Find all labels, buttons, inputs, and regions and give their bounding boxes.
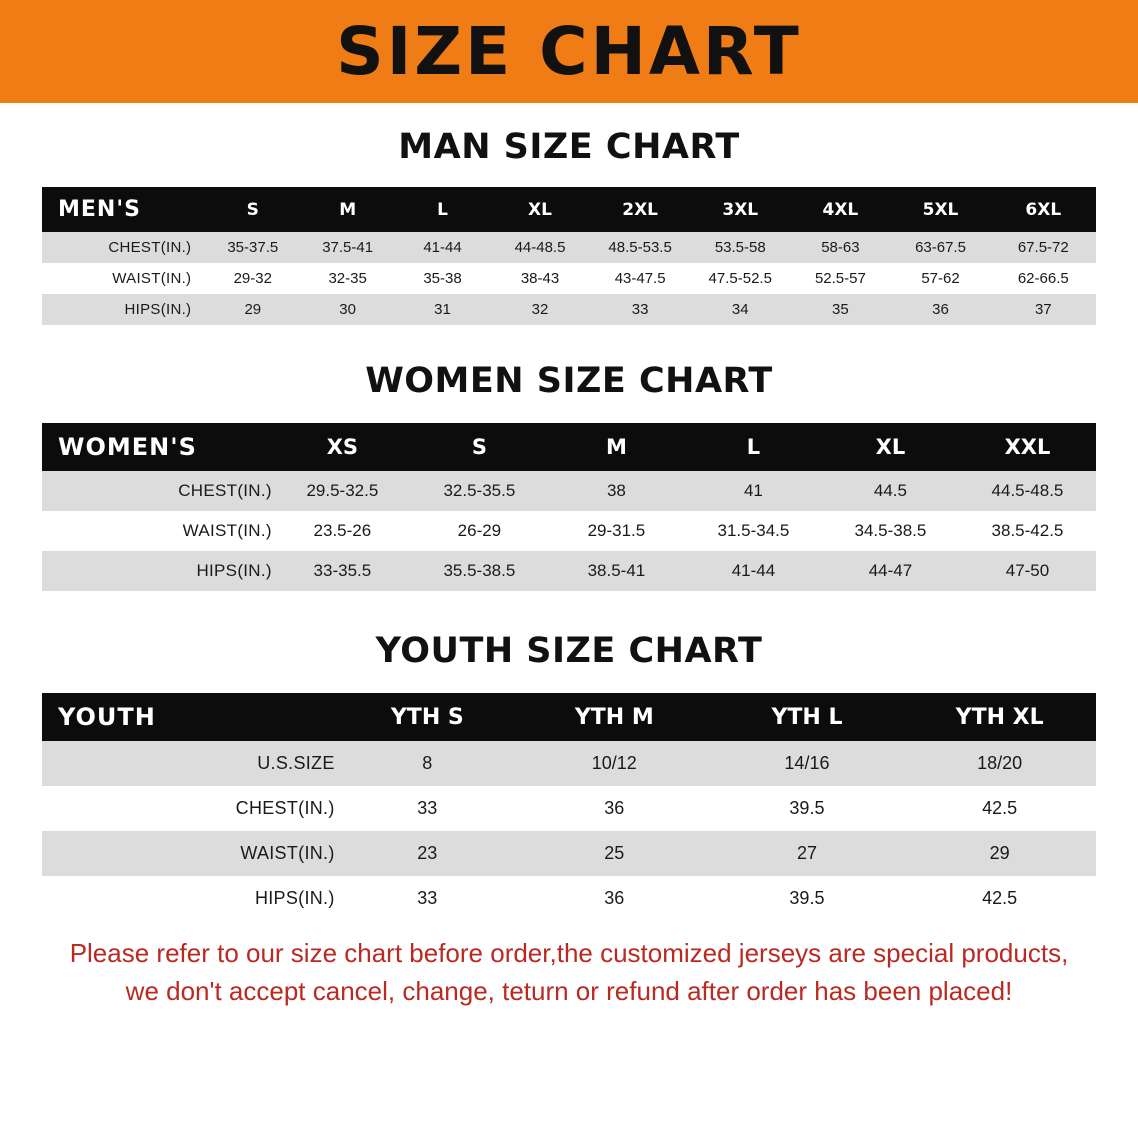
cell: 10/12 [518, 741, 711, 786]
youth-size-table [42, 693, 1096, 921]
women-table-wrapper [0, 423, 1138, 591]
cell: 42.5 [903, 786, 1096, 831]
men-header-3xl: 3XL [690, 187, 790, 232]
cell: 44-47 [822, 551, 959, 591]
women-header-xxl: XXL [959, 423, 1096, 471]
men-table-body [42, 232, 1096, 325]
cell: 31.5-34.5 [685, 511, 822, 551]
row-label-waist: WAIST(IN.) [42, 831, 337, 876]
cell: 25 [518, 831, 711, 876]
men-header-5xl: 5XL [890, 187, 990, 232]
cell: 58-63 [790, 232, 890, 263]
row-label-chest: CHEST(IN.) [42, 786, 337, 831]
cell: 35-38 [395, 263, 490, 294]
man-section-title: MAN SIZE CHART [398, 127, 740, 167]
men-header-l: L [395, 187, 490, 232]
cell: 29-32 [205, 263, 300, 294]
cell: 29-31.5 [548, 511, 685, 551]
cell: 33 [337, 786, 518, 831]
table-row [42, 551, 1096, 591]
women-header-label: WOMEN'S [42, 423, 274, 471]
cell: 29 [205, 294, 300, 325]
cell: 33-35.5 [274, 551, 411, 591]
cell: 32.5-35.5 [411, 471, 548, 511]
men-header-label: MEN'S [42, 187, 205, 232]
cell: 34.5-38.5 [822, 511, 959, 551]
cell: 57-62 [890, 263, 990, 294]
man-table-wrapper [0, 187, 1138, 325]
cell: 41 [685, 471, 822, 511]
women-section-title: WOMEN SIZE CHART [365, 361, 773, 401]
row-label-chest: CHEST(IN.) [42, 232, 205, 263]
cell: 29.5-32.5 [274, 471, 411, 511]
banner [0, 0, 1138, 103]
table-row [42, 786, 1096, 831]
cell: 41-44 [395, 232, 490, 263]
youth-table-body [42, 741, 1096, 921]
men-size-table [42, 187, 1096, 325]
cell: 44.5-48.5 [959, 471, 1096, 511]
cell: 37.5-41 [300, 232, 395, 263]
cell: 39.5 [711, 876, 904, 921]
cell: 36 [890, 294, 990, 325]
cell: 47-50 [959, 551, 1096, 591]
table-row [42, 232, 1096, 263]
cell: 8 [337, 741, 518, 786]
table-row [42, 511, 1096, 551]
row-label-waist: WAIST(IN.) [42, 263, 205, 294]
women-table-head [42, 423, 1096, 471]
cell: 31 [395, 294, 490, 325]
table-row [42, 294, 1096, 325]
cell: 52.5-57 [790, 263, 890, 294]
row-label-hips: HIPS(IN.) [42, 551, 274, 591]
cell: 36 [518, 786, 711, 831]
women-header-s: S [411, 423, 548, 471]
cell: 33 [590, 294, 690, 325]
table-header-row [42, 187, 1096, 232]
cell: 38.5-41 [548, 551, 685, 591]
cell: 34 [690, 294, 790, 325]
cell: 32 [490, 294, 590, 325]
women-header-xl: XL [822, 423, 959, 471]
cell: 26-29 [411, 511, 548, 551]
youth-header-label: YOUTH [42, 693, 337, 741]
table-row [42, 471, 1096, 511]
cell: 48.5-53.5 [590, 232, 690, 263]
table-row [42, 263, 1096, 294]
cell: 42.5 [903, 876, 1096, 921]
table-row [42, 741, 1096, 786]
youth-table-wrapper [0, 693, 1138, 921]
cell: 62-66.5 [991, 263, 1096, 294]
youth-header-ythxl: YTH XL [903, 693, 1096, 741]
cell: 35-37.5 [205, 232, 300, 263]
cell: 44-48.5 [490, 232, 590, 263]
cell: 39.5 [711, 786, 904, 831]
table-row [42, 876, 1096, 921]
row-label-chest: CHEST(IN.) [42, 471, 274, 511]
table-row [42, 831, 1096, 876]
cell: 35.5-38.5 [411, 551, 548, 591]
cell: 18/20 [903, 741, 1096, 786]
cell: 38 [548, 471, 685, 511]
table-header-row [42, 423, 1096, 471]
table-header-row [42, 693, 1096, 741]
cell: 23 [337, 831, 518, 876]
cell: 41-44 [685, 551, 822, 591]
note-line-1: Please refer to our size chart before order,the customized jerseys are special products, [69, 938, 1069, 968]
women-header-xs: XS [274, 423, 411, 471]
men-header-s: S [205, 187, 300, 232]
women-header-l: L [685, 423, 822, 471]
youth-header-ythm: YTH M [518, 693, 711, 741]
youth-section-title: YOUTH SIZE CHART [375, 631, 763, 671]
men-header-m: M [300, 187, 395, 232]
cell: 38-43 [490, 263, 590, 294]
row-label-hips: HIPS(IN.) [42, 876, 337, 921]
youth-header-yths: YTH S [337, 693, 518, 741]
cell: 53.5-58 [690, 232, 790, 263]
men-header-4xl: 4XL [790, 187, 890, 232]
cell: 30 [300, 294, 395, 325]
cell: 47.5-52.5 [690, 263, 790, 294]
cell: 33 [337, 876, 518, 921]
cell: 14/16 [711, 741, 904, 786]
cell: 67.5-72 [991, 232, 1096, 263]
women-header-m: M [548, 423, 685, 471]
men-header-xl: XL [490, 187, 590, 232]
youth-header-ythl: YTH L [711, 693, 904, 741]
row-label-hips: HIPS(IN.) [42, 294, 205, 325]
row-label-waist: WAIST(IN.) [42, 511, 274, 551]
women-table-body [42, 471, 1096, 591]
cell: 37 [991, 294, 1096, 325]
men-header-6xl: 6XL [991, 187, 1096, 232]
men-table-head [42, 187, 1096, 232]
men-header-2xl: 2XL [590, 187, 690, 232]
women-size-table [42, 423, 1096, 591]
cell: 27 [711, 831, 904, 876]
cell: 44.5 [822, 471, 959, 511]
cell: 23.5-26 [274, 511, 411, 551]
cell: 43-47.5 [590, 263, 690, 294]
row-label-us-size: U.S.SIZE [42, 741, 337, 786]
cell: 38.5-42.5 [959, 511, 1096, 551]
cell: 29 [903, 831, 1096, 876]
banner-title: SIZE CHART [336, 12, 802, 90]
youth-table-head [42, 693, 1096, 741]
order-policy-note [0, 921, 1138, 1010]
cell: 36 [518, 876, 711, 921]
note-line-2: we don't accept cancel, change, teturn or refund after order has been placed! [125, 975, 1013, 1006]
cell: 63-67.5 [890, 232, 990, 263]
cell: 32-35 [300, 263, 395, 294]
cell: 35 [790, 294, 890, 325]
